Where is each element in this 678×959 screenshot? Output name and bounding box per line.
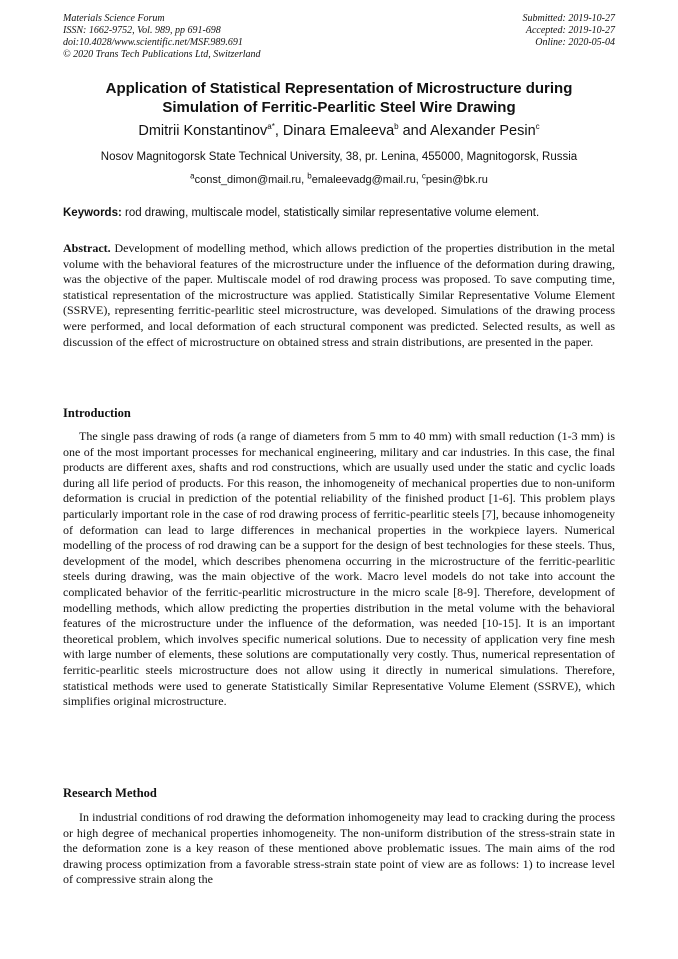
email-a: const_dimon@mail.ru, <box>194 174 308 186</box>
email-mark-a: a <box>190 171 195 181</box>
email-b: emaleevadg@mail.ru, <box>311 174 422 186</box>
affiliation: Nosov Magnitogorsk State Technical University, 38, pr. Lenina, 455000, Magnitogorsk, Russia <box>100 151 578 163</box>
abstract-label: Abstract. <box>63 241 111 255</box>
section-heading-introduction: Introduction <box>63 406 131 420</box>
introduction-paragraph: The single pass drawing of rods (a range of diameters from 5 mm to 40 mm) with small reduction (1-3 mm) is one of the most important processes for mechanical engineering, military and car industries. In this case, the final products are different axes, shafts and rod constructions, which are usually used under the static and cyclic loads during all life period of products. For this reason, the inhomogeneity of mechanical properties due to non-uniform deformation is crucial in prediction of the potential reliability of the finished product [1-6]. This problem plays particularly important role in the case of rod drawing process of ferritic-pearlitic steels [7], because inhomogeneity of deformation can lead to large differences in mechanical properties in the workpiece layers. Numerical modelling of the process of rod drawing can be a support for the design of best technologies for these steels. Thus, development of the model, which describes phenomena occurring in the microstructure of the ferritic-pearlitic steels during drawing, was the main objective of the work. Macro level models do not take into account the complicated behavior of the ferritic-pearlitic microstructure in the micro scale [8-9]. Therefore, development of modelling methods, which allow predicting the properties distribution in the metal volume with the behavioral features of the microstructure under the influence of the deformation, was needed [10-15]. It is an important theoretical problem, which involves specific numerical solutions. Due to necessity of application very fine mesh with large number of elements, these solutions are computationally very costly. Thus, numerical representation of ferritic-pearlitic steels microstructure does not allow using it directly in numerical simulations. Therefore, statistical methods were used to generate Statistically Similar Representative Volume Element (SSRVE), which simplifies original microstructure. <box>63 429 615 709</box>
author-1: Dmitrii Konstantinov <box>138 123 268 139</box>
accepted-date: Accepted: 2019-10-27 <box>525 25 615 36</box>
copyright-line: © 2020 Trans Tech Publications Ltd, Switzerland <box>63 49 261 60</box>
keywords-text: rod drawing, multiscale model, statistically similar representative volume element. <box>121 207 540 219</box>
doi-line: doi:10.4028/www.scientific.net/MSF.989.691 <box>63 37 243 48</box>
abstract-text: Development of modelling method, which allows prediction of the properties distribution in the metal volume with the behavioral features of the microstructure under the influence of the deformation during drawing, was the objective of the paper. Multiscale model of rod drawing process was proposed. To save computing time, statistical representation of the microstructure was applied. Statistically Similar Representative Volume Element (SSRVE), representing ferritic-pearlitic steel microstructure, was developed. Simulations of the drawing process were performed, and local deformation of each structural component was predicted. Selected results, as well as discussion of the effect of microstructure on obtained stress and strain distributions, are presented in the paper. <box>63 241 615 349</box>
research-method-paragraph: In industrial conditions of rod drawing the deformation inhomogeneity may lead to cracking during the process or high degree of mechanical properties inhomogeneity. The non-uniform distribution of the stress-strain state in the deformation zone is a key reason of these mentioned above problematic issues. The main aims of the rod drawing process optimization from a favorable stress-strain state point of view are as follows: 1) to increase level of compressive strain along the <box>63 810 615 887</box>
author-list <box>40 122 638 140</box>
author-3: Alexander Pesin <box>430 123 536 139</box>
author-emails <box>40 173 638 187</box>
journal-name: Materials Science Forum <box>63 13 165 24</box>
title-line-1: Application of Statistical Representation of Microstructure during <box>105 80 573 97</box>
email-mark-c: c <box>421 171 426 181</box>
keywords <box>63 206 615 221</box>
header-left <box>63 13 261 61</box>
online-date: Online: 2020-05-04 <box>535 37 615 48</box>
keywords-label: Keywords: <box>63 207 122 219</box>
section-heading-research-method: Research Method <box>63 786 157 800</box>
author-2-affil-mark: b <box>394 122 399 132</box>
paper-title <box>40 80 638 117</box>
abstract <box>63 241 615 350</box>
issn-line: ISSN: 1662-9752, Vol. 989, pp 691-698 <box>63 25 221 36</box>
author-separator: , <box>274 123 283 139</box>
author-3-affil-mark: c <box>535 122 540 132</box>
submitted-date: Submitted: 2019-10-27 <box>522 13 615 24</box>
email-c: pesin@bk.ru <box>425 174 488 186</box>
author-1-affil-mark: a* <box>267 122 275 132</box>
author-2: Dinara Emaleeva <box>282 123 395 139</box>
title-line-2: Simulation of Ferritic-Pearlitic Steel Wire Drawing <box>162 98 516 116</box>
email-mark-b: b <box>307 171 312 181</box>
header-right <box>523 13 616 49</box>
author-separator: and <box>398 123 431 139</box>
